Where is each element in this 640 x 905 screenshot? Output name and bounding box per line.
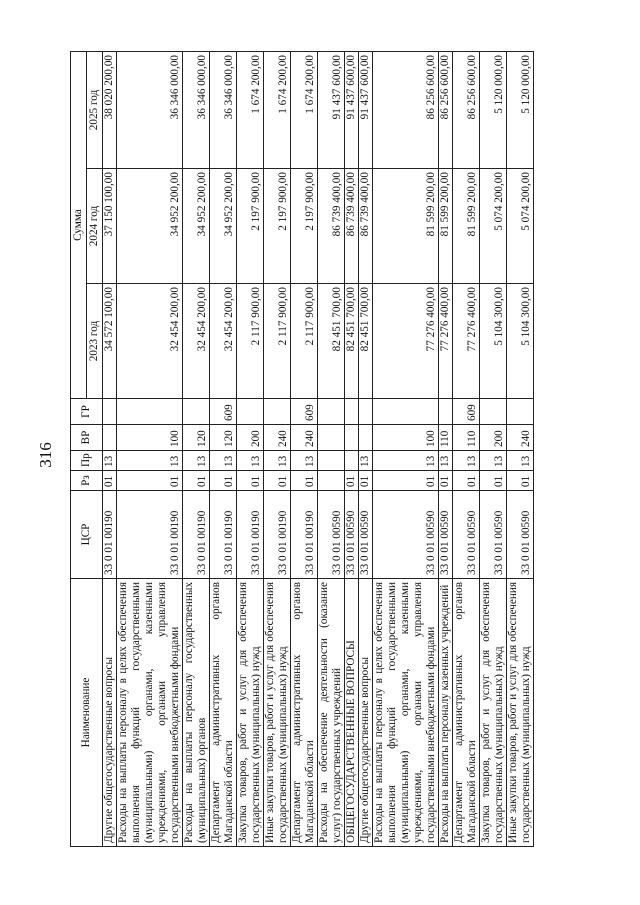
row-gr: 609 bbox=[453, 399, 480, 425]
row-2023: 5 104 300,00 bbox=[507, 284, 534, 399]
row-rz: 01 bbox=[291, 471, 318, 491]
table-row bbox=[318, 51, 345, 846]
row-pr bbox=[318, 451, 345, 471]
row-vr bbox=[318, 425, 345, 451]
row-csr: 33 0 01 00590 bbox=[345, 491, 359, 579]
row-pr: 13 bbox=[117, 451, 183, 471]
row-name: Расходы на обеспечение деятельности (оказание услуг) государственных учреждений bbox=[318, 579, 345, 847]
row-csr: 33 0 01 00590 bbox=[507, 491, 534, 579]
row-2023: 82 451 700,00 bbox=[345, 284, 359, 399]
row-pr bbox=[345, 451, 359, 471]
table-row bbox=[264, 51, 291, 846]
row-2024: 37 150 100,00 bbox=[103, 169, 117, 284]
row-pr: 13 bbox=[237, 451, 264, 471]
row-pr: 13 bbox=[264, 451, 291, 471]
row-gr bbox=[373, 399, 439, 425]
row-2023: 77 276 400,00 bbox=[453, 284, 480, 399]
row-2024: 86 739 400,00 bbox=[359, 169, 373, 284]
row-name: Другие общегосударственные вопросы bbox=[103, 579, 117, 847]
row-gr bbox=[183, 399, 210, 425]
row-gr bbox=[439, 399, 453, 425]
row-name: Департамент административных органов Магаданской области bbox=[453, 579, 480, 847]
row-2024: 81 599 200,00 bbox=[439, 169, 453, 284]
row-2025: 91 437 600,00 bbox=[359, 51, 373, 168]
row-rz: 01 bbox=[183, 471, 210, 491]
row-2025: 36 346 000,00 bbox=[210, 51, 237, 168]
row-2023: 32 454 200,00 bbox=[183, 284, 210, 399]
row-name: ОБЩЕГОСУДАРСТВЕННЫЕ ВОПРОСЫ bbox=[345, 579, 359, 847]
header-2023: 2023 год bbox=[87, 284, 103, 399]
row-name: Закупка товаров, работ и услуг для обеспечения государственных (муниципальных) нужд bbox=[480, 579, 507, 847]
row-vr bbox=[103, 425, 117, 451]
row-gr bbox=[117, 399, 183, 425]
row-rz: 01 bbox=[345, 471, 359, 491]
table-row bbox=[373, 51, 439, 846]
row-csr: 33 0 01 00190 bbox=[117, 491, 183, 579]
row-2024: 5 074 200,00 bbox=[480, 169, 507, 284]
row-csr: 33 0 01 00190 bbox=[103, 491, 117, 579]
row-2025: 5 120 000,00 bbox=[480, 51, 507, 168]
header-name: Наименование bbox=[71, 579, 103, 847]
table-row bbox=[480, 51, 507, 846]
row-2023: 77 276 400,00 bbox=[373, 284, 439, 399]
header-csr: ЦСР bbox=[71, 491, 103, 579]
row-2025: 86 256 600,00 bbox=[373, 51, 439, 168]
row-vr: 100 bbox=[373, 425, 439, 451]
row-vr: 120 bbox=[183, 425, 210, 451]
table-row bbox=[291, 51, 318, 846]
row-2025: 86 256 600,00 bbox=[453, 51, 480, 168]
row-gr bbox=[480, 399, 507, 425]
row-2024: 5 074 200,00 bbox=[507, 169, 534, 284]
row-csr: 33 0 01 00590 bbox=[359, 491, 373, 579]
row-gr: 609 bbox=[291, 399, 318, 425]
row-2024: 34 952 200,00 bbox=[210, 169, 237, 284]
row-vr: 240 bbox=[264, 425, 291, 451]
row-vr: 200 bbox=[480, 425, 507, 451]
table-row bbox=[345, 51, 359, 846]
row-rz: 01 bbox=[507, 471, 534, 491]
header-vr: ВР bbox=[71, 425, 103, 451]
row-2023: 32 454 200,00 bbox=[210, 284, 237, 399]
header-2025: 2025 год bbox=[87, 51, 103, 168]
row-gr bbox=[507, 399, 534, 425]
header-rz: Рз bbox=[71, 471, 103, 491]
table-row bbox=[237, 51, 264, 846]
row-2023: 2 117 900,00 bbox=[264, 284, 291, 399]
row-gr bbox=[237, 399, 264, 425]
row-2025: 91 437 600,00 bbox=[345, 51, 359, 168]
row-name: Закупка товаров, работ и услуг для обеспечения государственных (муниципальных) нужд bbox=[237, 579, 264, 847]
header-gr: ГР bbox=[71, 399, 103, 425]
table-row bbox=[439, 51, 453, 846]
row-2023: 82 451 700,00 bbox=[318, 284, 345, 399]
row-name: Департамент административных органов Магаданской области bbox=[291, 579, 318, 847]
row-pr: 13 bbox=[480, 451, 507, 471]
row-rz: 01 bbox=[237, 471, 264, 491]
row-2024: 81 599 200,00 bbox=[453, 169, 480, 284]
table-row bbox=[103, 51, 117, 846]
row-gr bbox=[103, 399, 117, 425]
table-row bbox=[453, 51, 480, 846]
row-rz: 01 bbox=[453, 471, 480, 491]
row-csr: 33 0 01 00190 bbox=[183, 491, 210, 579]
row-2024: 34 952 200,00 bbox=[183, 169, 210, 284]
row-vr: 100 bbox=[117, 425, 183, 451]
row-2023: 2 117 900,00 bbox=[237, 284, 264, 399]
row-csr: 33 0 01 00590 bbox=[453, 491, 480, 579]
table-row bbox=[359, 51, 373, 846]
row-2024: 86 739 400,00 bbox=[318, 169, 345, 284]
row-name: Расходы на выплаты персоналу в целях обеспечения выполнения функций государственными (муниципальными) органами, казенными учреждениями, органами управления государственными внебюджетными фондами bbox=[373, 579, 439, 847]
row-name: Другие общегосударственные вопросы bbox=[359, 579, 373, 847]
row-csr: 33 0 01 00590 bbox=[373, 491, 439, 579]
row-2023: 5 104 300,00 bbox=[480, 284, 507, 399]
row-pr: 13 bbox=[439, 451, 453, 471]
row-vr: 110 bbox=[439, 425, 453, 451]
table-row bbox=[507, 51, 534, 846]
row-2025: 5 120 000,00 bbox=[507, 51, 534, 168]
row-2023: 77 276 400,00 bbox=[439, 284, 453, 399]
row-gr bbox=[264, 399, 291, 425]
row-name: Расходы на выплаты персоналу в целях обеспечения выполнения функций государственными (муниципальными) органами, казенными учреждениями, органами управления государственными внебюджетными фондами bbox=[117, 579, 183, 847]
row-vr bbox=[359, 425, 373, 451]
row-name: Расходы на выплаты персоналу казенных учреждений bbox=[439, 579, 453, 847]
row-rz: 01 bbox=[117, 471, 183, 491]
row-2024: 2 197 900,00 bbox=[237, 169, 264, 284]
row-rz: 01 bbox=[210, 471, 237, 491]
row-name: Иные закупки товаров, работ и услуг для обеспечения государственных (муниципальных) нужд bbox=[264, 579, 291, 847]
row-2024: 2 197 900,00 bbox=[291, 169, 318, 284]
row-csr: 33 0 01 00590 bbox=[439, 491, 453, 579]
row-2025: 38 020 200,00 bbox=[103, 51, 117, 168]
row-2024: 81 599 200,00 bbox=[373, 169, 439, 284]
row-rz: 01 bbox=[264, 471, 291, 491]
row-2025: 36 346 000,00 bbox=[117, 51, 183, 168]
row-gr bbox=[345, 399, 359, 425]
row-csr: 33 0 01 00190 bbox=[237, 491, 264, 579]
page-number: 316 bbox=[36, 442, 55, 468]
row-2025: 91 437 600,00 bbox=[318, 51, 345, 168]
header-sum: Сумма bbox=[71, 51, 87, 398]
row-pr: 13 bbox=[359, 451, 373, 471]
row-csr: 33 0 01 00190 bbox=[291, 491, 318, 579]
row-2025: 36 346 000,00 bbox=[183, 51, 210, 168]
row-csr: 33 0 01 00190 bbox=[264, 491, 291, 579]
row-rz: 01 bbox=[103, 471, 117, 491]
row-2025: 1 674 200,00 bbox=[264, 51, 291, 168]
row-name: Департамент административных органов Магаданской области bbox=[210, 579, 237, 847]
row-vr: 240 bbox=[507, 425, 534, 451]
header-2024: 2024 год bbox=[87, 169, 103, 284]
row-2025: 1 674 200,00 bbox=[291, 51, 318, 168]
row-gr bbox=[359, 399, 373, 425]
table-row bbox=[117, 51, 183, 846]
row-2025: 86 256 600,00 bbox=[439, 51, 453, 168]
row-name: Расходы на выплаты персоналу государственных (муниципальных) органов bbox=[183, 579, 210, 847]
row-rz: 01 bbox=[373, 471, 439, 491]
row-2024: 2 197 900,00 bbox=[264, 169, 291, 284]
row-rz: 01 bbox=[439, 471, 453, 491]
row-vr bbox=[345, 425, 359, 451]
row-gr bbox=[318, 399, 345, 425]
row-pr: 13 bbox=[210, 451, 237, 471]
row-2024: 34 952 200,00 bbox=[117, 169, 183, 284]
row-name: Иные закупки товаров, работ и услуг для обеспечения государственных (муниципальных) нужд bbox=[507, 579, 534, 847]
row-pr: 13 bbox=[103, 451, 117, 471]
row-rz: 01 bbox=[480, 471, 507, 491]
row-2023: 32 454 200,00 bbox=[117, 284, 183, 399]
budget-table bbox=[70, 51, 534, 847]
row-rz: 01 bbox=[359, 471, 373, 491]
row-pr: 13 bbox=[291, 451, 318, 471]
row-rz bbox=[318, 471, 345, 491]
row-csr: 33 0 01 00590 bbox=[480, 491, 507, 579]
row-vr: 120 bbox=[210, 425, 237, 451]
row-pr: 13 bbox=[183, 451, 210, 471]
row-2023: 82 451 700,00 bbox=[359, 284, 373, 399]
row-gr: 609 bbox=[210, 399, 237, 425]
row-vr: 240 bbox=[291, 425, 318, 451]
row-2023: 34 572 100,00 bbox=[103, 284, 117, 399]
row-2023: 2 117 900,00 bbox=[291, 284, 318, 399]
header-pr: Пр bbox=[71, 451, 103, 471]
table-row bbox=[183, 51, 210, 846]
row-2025: 1 674 200,00 bbox=[237, 51, 264, 168]
row-csr: 33 0 01 00190 bbox=[210, 491, 237, 579]
row-pr: 13 bbox=[453, 451, 480, 471]
row-csr: 33 0 01 00590 bbox=[318, 491, 345, 579]
budget-table-sheet bbox=[70, 52, 590, 847]
table-row bbox=[210, 51, 237, 846]
row-pr: 13 bbox=[373, 451, 439, 471]
row-pr: 13 bbox=[507, 451, 534, 471]
row-vr: 200 bbox=[237, 425, 264, 451]
row-2024: 86 739 400,00 bbox=[345, 169, 359, 284]
row-vr: 110 bbox=[453, 425, 480, 451]
